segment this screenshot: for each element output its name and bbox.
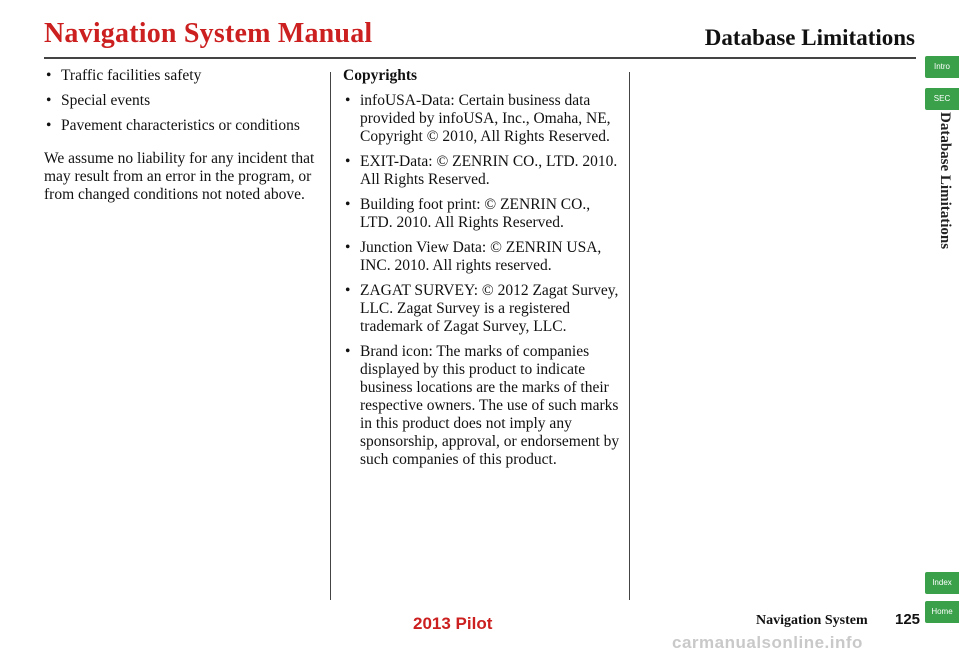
model-watermark: 2013 Pilot — [413, 614, 493, 633]
copyrights-heading: Copyrights — [343, 67, 418, 84]
list-item: • infoUSA-Data: Certain business data provided by infoUSA, Inc., Omaha, NE, Copyright © 2010, All Rights Reserved. — [343, 92, 621, 146]
copyrights-column — [343, 67, 621, 476]
manual-title: Navigation System Manual — [44, 18, 373, 49]
liability-paragraph: We assume no liability for any incident that may result from an error in the program, or from changed conditions not noted above. — [44, 150, 315, 203]
copyrights-bullet-list — [343, 92, 621, 469]
section-side-label: Database Limitations — [937, 112, 953, 250]
home-tab[interactable]: Home — [925, 601, 959, 623]
list-item: • Pavement characteristics or conditions — [44, 117, 324, 135]
list-item: • Traffic facilities safety — [44, 67, 324, 85]
intro-tab[interactable]: Intro — [925, 56, 959, 78]
list-item: • Special events — [44, 92, 324, 110]
list-item: • Junction View Data: © ZENRIN USA, INC. 2010. All rights reserved. — [343, 239, 621, 275]
list-item: • Building foot print: © ZENRIN CO., LTD. 2010. All Rights Reserved. — [343, 196, 621, 232]
page-number: 125 — [895, 611, 921, 628]
left-bullet-list — [44, 67, 324, 135]
header-divider — [44, 57, 916, 59]
column-divider-right — [629, 72, 630, 600]
site-watermark: carmanualsonline.info — [672, 633, 863, 652]
footer-label: Navigation System — [756, 613, 868, 628]
index-tab[interactable]: Index — [925, 572, 959, 594]
left-column — [44, 67, 324, 204]
column-divider-left — [330, 72, 331, 600]
list-item: • ZAGAT SURVEY: © 2012 Zagat Survey, LLC. Zagat Survey is a registered trademark of Zagat Survey, LLC. — [343, 282, 621, 336]
page-title: Database Limitations — [704, 25, 915, 50]
list-item: • Brand icon: The marks of companies displayed by this product to indicate business locations are the marks of their respective owners. The use of such marks in this product does not imply any sponsorship, approval, or endorsement by such companies of this product. — [343, 343, 621, 469]
sec-tab[interactable]: SEC — [925, 88, 959, 110]
list-item: • EXIT-Data: © ZENRIN CO., LTD. 2010. All Rights Reserved. — [343, 153, 621, 189]
